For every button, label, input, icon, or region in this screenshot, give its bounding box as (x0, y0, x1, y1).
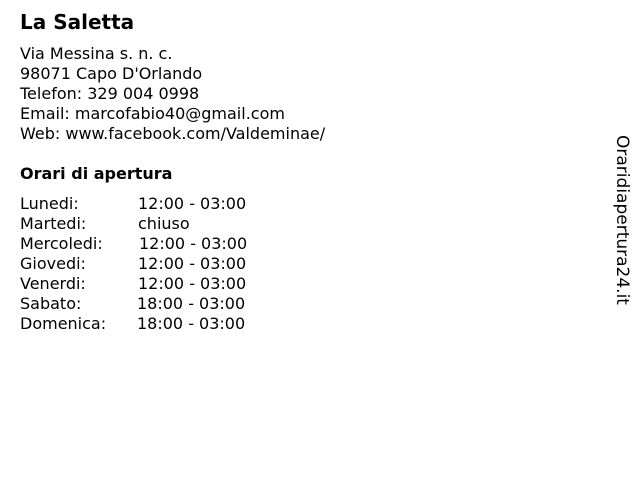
hours-value: 12:00 - 03:00 (138, 194, 247, 213)
website-text: Web: www.facebook.com/Valdeminae/ (20, 124, 326, 143)
hours-value: chiuso (138, 214, 190, 233)
hours-value: 18:00 - 03:00 (137, 314, 246, 333)
contact-details (20, 44, 325, 144)
hours-value: 12:00 - 03:00 (138, 254, 247, 273)
business-name: La Saletta (20, 10, 135, 34)
site-watermark: Oraridiapertura24.it (612, 135, 632, 305)
hours-value: 18:00 - 03:00 (137, 294, 246, 313)
address-city: 98071 Capo D'Orlando (20, 64, 203, 83)
hours-value: 12:00 - 03:00 (138, 274, 247, 293)
day-label: Lunedi: (20, 194, 79, 213)
day-label: Mercoledi: (20, 234, 103, 253)
hours-heading: Orari di apertura (20, 164, 173, 183)
email-text: Email: marcofabio40@gmail.com (20, 104, 285, 123)
phone-text: Telefon: 329 004 0998 (20, 84, 200, 103)
hours-value: 12:00 - 03:00 (139, 234, 248, 253)
day-label: Giovedi: (20, 254, 86, 273)
day-label: Martedi: (20, 214, 87, 233)
day-label: Venerdi: (20, 274, 86, 293)
address-street: Via Messina s. n. c. (20, 44, 173, 63)
day-label: Domenica: (20, 314, 107, 333)
day-label: Sabato: (20, 294, 82, 313)
